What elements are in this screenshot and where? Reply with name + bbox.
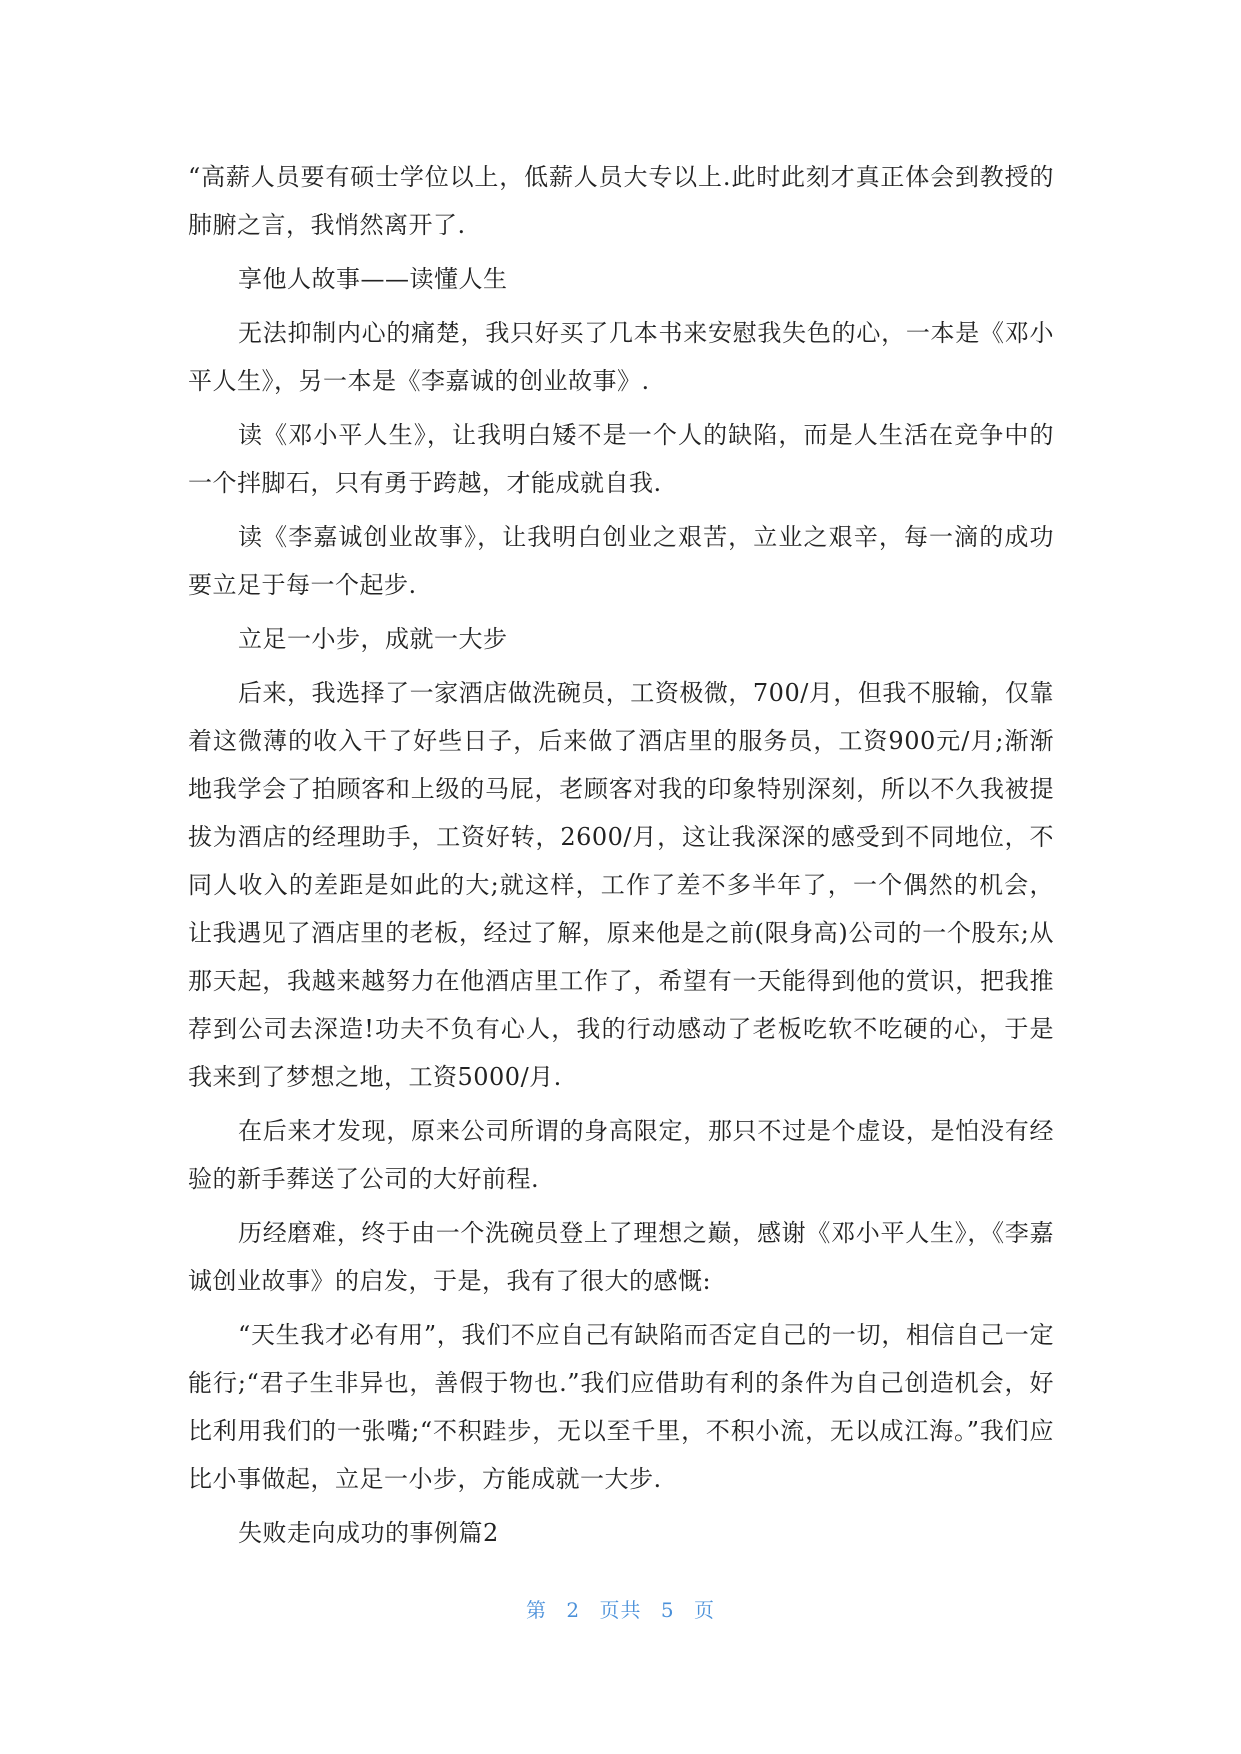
paragraph: “高薪人员要有硕士学位以上，低薪人员大专以上.此时此刻才真正体会到教授的肺腑之言，我悄然离开了. [188,163,1054,239]
footer-middle: 页共 [599,1598,642,1622]
paragraph: 历经磨难，终于由一个洗碗员登上了理想之巅，感谢《邓小平人生》，《李嘉诚创业故事》的启发，于是，我有了很大的感慨: [188,1219,1054,1295]
footer-prefix: 第 [526,1598,548,1622]
footer-suffix: 页 [693,1598,715,1622]
paragraph: “天生我才必有用”，我们不应自己有缺陷而否定自己的一切，相信自己一定能行;“君子生非异也，善假于物也.”我们应借助有利的条件为自己创造机会，好比利用我们的一张嘴;“不积跬步，无以至千里，不积小流，无以成江海。”我们应比小事做起，立足一小步，方能成就一大步. [188,1321,1054,1493]
page-footer [0,1594,1241,1623]
paragraph: 无法抑制内心的痛楚，我只好买了几本书来安慰我失色的心，一本是《邓小平人生》，另一本是《李嘉诚的创业故事》. [188,319,1054,395]
paragraph: 读《邓小平人生》，让我明白矮不是一个人的缺陷，而是人生活在竞争中的一个拌脚石，只有勇于跨越，才能成就自我. [188,421,1054,497]
section-heading: 享他人故事——读懂人生 [238,265,508,293]
footer-total-pages: 5 [660,1598,675,1622]
paragraph: 在后来才发现，原来公司所谓的身高限定，那只不过是个虚设，是怕没有经验的新手葬送了公司的大好前程. [188,1117,1054,1193]
section-heading: 立足一小步，成就一大步 [238,625,508,653]
footer-current-page: 2 [566,1598,581,1622]
paragraph: 读《李嘉诚创业故事》，让我明白创业之艰苦，立业之艰辛，每一滴的成功要立足于每一个起步. [188,523,1054,599]
paragraph: 后来，我选择了一家酒店做洗碗员，工资极微，700/月，但我不服输，仅靠着这微薄的收入干了好些日子，后来做了酒店里的服务员，工资900元/月;渐渐地我学会了拍顾客和上级的马屁，老顾客对我的印象特别深刻，所以不久我被提拔为酒店的经理助手，工资好转，2600/月，这让我深深的感受到不同地位，不同人收入的差距是如此的大;就这样，工作了差不多半年了，一个偶然的机会，让我遇见了酒店里的老板，经过了解，原来他是之前(限身高)公司的一个股东;从那天起，我越来越努力在他酒店里工作了，希望有一天能得到他的赏识，把我推荐到公司去深造!功夫不负有心人，我的行动感动了老板吃软不吃硬的心，于是我来到了梦想之地，工资5000/月. [188,679,1054,1091]
section-heading: 失败走向成功的事例篇2 [238,1519,499,1547]
document-body [188,153,1054,1563]
